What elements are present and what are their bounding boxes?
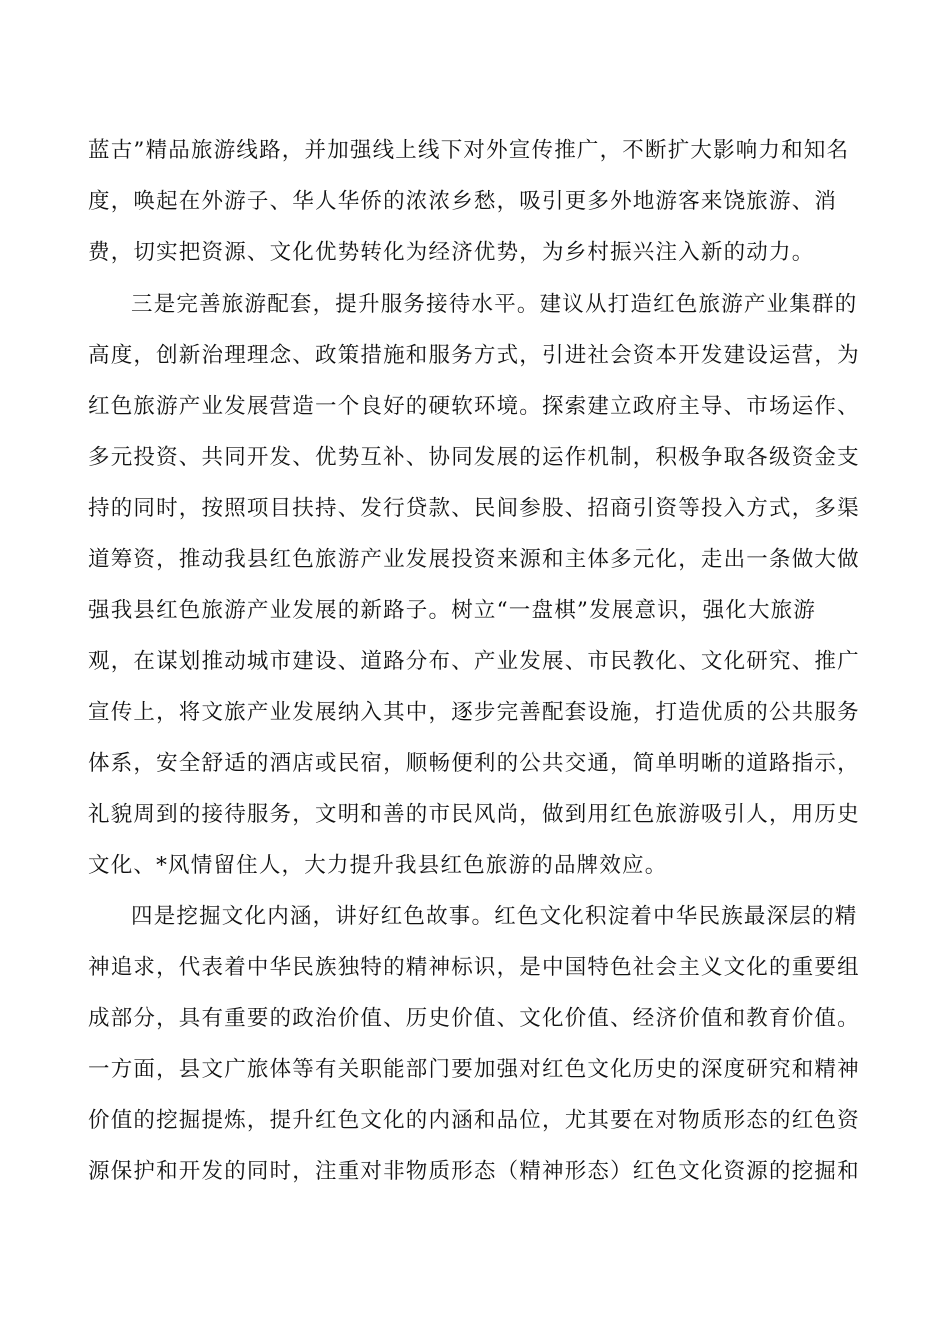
paragraph-tourism-promotion	[88, 125, 862, 278]
text-line: 宣传上，将文旅产业发展纳入其中，逐步完善配套设施，打造优质的公共服务	[88, 700, 860, 725]
text-line: 三是完善旅游配套，提升服务接待水平。建议从打造红色旅游产业集群的	[131, 292, 858, 317]
text-line: 体系，安全舒适的酒店或民宿，顺畅便利的公共交通，简单明晰的道路指示，	[88, 751, 860, 776]
text-line: 观，在谋划推动城市建设、道路分布、产业发展、市民教化、文化研究、推广	[88, 649, 860, 674]
text-line: 礼貌周到的接待服务，文明和善的市民风尚，做到用红色旅游吸引人，用历史	[88, 802, 860, 827]
text-line: 价值的挖掘提炼，提升红色文化的内涵和品位，尤其要在对物质形态的红色资	[88, 1108, 860, 1133]
paragraph-cultural-connotation	[88, 891, 862, 1197]
text-line: 蓝古”精品旅游线路，并加强线上线下对外宣传推广，不断扩大影响力和知名	[88, 138, 850, 163]
text-line: 文化、*风情留住人，大力提升我县红色旅游的品牌效应。	[88, 853, 668, 878]
text-line: 成部分，具有重要的政治价值、历史价值、文化价值、经济价值和教育价值。	[88, 1006, 860, 1031]
text-line: 神追求，代表着中华民族独特的精神标识，是中国特色社会主义文化的重要组	[88, 955, 860, 980]
text-line: 道筹资，推动我县红色旅游产业发展投资来源和主体多元化，走出一条做大做	[88, 547, 860, 572]
text-line: 一方面，县文广旅体等有关职能部门要加强对红色文化历史的深度研究和精神	[88, 1057, 860, 1082]
text-line: 强我县红色旅游产业发展的新路子。树立“一盘棋”发展意识，强化大旅游	[88, 598, 817, 623]
text-line: 四是挖掘文化内涵，讲好红色故事。红色文化积淀着中华民族最深层的精	[131, 904, 858, 929]
text-line: 红色旅游产业发展营造一个良好的硬软环境。探索建立政府主导、市场运作、	[88, 394, 860, 419]
text-line: 费，切实把资源、文化优势转化为经济优势，为乡村振兴注入新的动力。	[88, 240, 815, 265]
text-line: 源保护和开发的同时，注重对非物质形态（精神形态）红色文化资源的挖掘和	[88, 1159, 860, 1184]
text-line: 持的同时，按照项目扶持、发行贷款、民间参股、招商引资等投入方式，多渠	[88, 496, 860, 521]
text-line: 高度，创新治理理念、政策措施和服务方式，引进社会资本开发建设运营，为	[88, 343, 860, 368]
paragraph-tourism-facilities	[88, 279, 862, 891]
text-line: 度，唤起在外游子、华人华侨的浓浓乡愁，吸引更多外地游客来饶旅游、消	[88, 189, 838, 214]
text-line: 多元投资、共同开发、优势互补、协同发展的运作机制，积极争取各级资金支	[88, 445, 860, 470]
